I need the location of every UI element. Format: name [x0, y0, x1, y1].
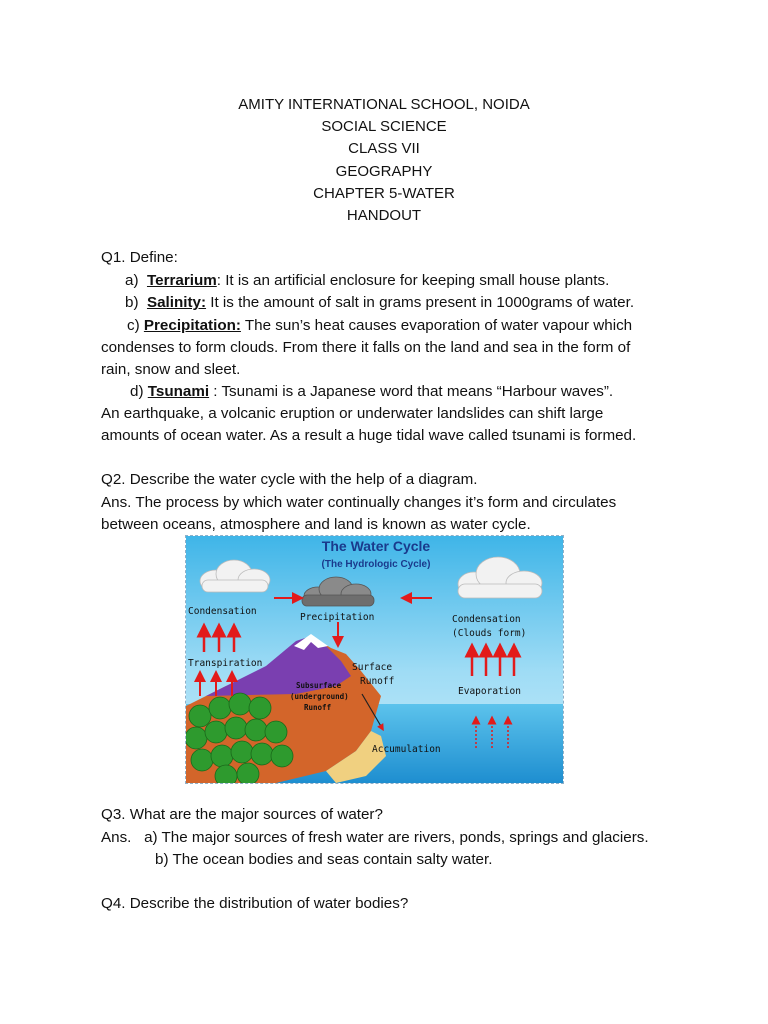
- label-condensation-right: Condensation: [452, 614, 521, 625]
- school-name: AMITY INTERNATIONAL SCHOOL, NOIDA: [238, 96, 530, 113]
- topic-title: GEOGRAPHY: [335, 162, 433, 180]
- label-surface: Surface: [352, 662, 393, 673]
- chapter-title: CHAPTER 5-WATER: [313, 184, 455, 202]
- q1-d-text-line2: An earthquake, a volcanic eruption or underwater landslides can shift large: [101, 405, 604, 422]
- q4-question: Q4. Describe the distribution of water bodies?: [101, 895, 409, 912]
- q1-c-text-line3: rain, snow and sleet.: [101, 361, 241, 378]
- q3-question: Q3. What are the major sources of water?: [101, 806, 383, 823]
- q1-b-marker: b): [125, 294, 139, 311]
- class-title: CLASS VII: [348, 140, 420, 158]
- document-header: [0, 94, 768, 227]
- label-evaporation: Evaporation: [458, 686, 521, 697]
- label-condensation-left: Condensation: [188, 606, 257, 617]
- q3-answer-prefix: Ans.: [101, 829, 132, 846]
- q1-a-marker: a): [125, 272, 139, 289]
- q1-a-text: : It is an artificial enclosure for keeping small house plants.: [216, 272, 610, 289]
- label-clouds-form: (Clouds form): [452, 628, 527, 639]
- q3-answer-a-text: a) The major sources of fresh water are rivers, ponds, springs and glaciers.: [144, 829, 649, 846]
- subject-title: SOCIAL SCIENCE: [321, 118, 447, 136]
- label-transpiration: Transpiration: [188, 658, 263, 669]
- water-cycle-illustration: [186, 536, 563, 783]
- doc-type-title: HANDOUT: [346, 207, 422, 225]
- q3-answer-a: [101, 828, 649, 848]
- term-precipitation: Precipitation:: [143, 317, 241, 334]
- label-runoff: Runoff: [360, 676, 395, 687]
- label-subsurface-runoff: Runoff: [304, 703, 332, 712]
- q3-answer-b: b) The ocean bodies and seas contain salty water.: [155, 851, 493, 868]
- q2-question: Q2. Describe the water cycle with the help of a diagram.: [101, 471, 478, 488]
- label-accumulation: Accumulation: [372, 744, 441, 755]
- q1-b-text: It is the amount of salt in grams present in 1000grams of water.: [206, 294, 635, 311]
- label-subsurface: Subsurface: [296, 681, 342, 690]
- term-salinity: Salinity:: [146, 294, 207, 311]
- q2-answer-line2: between oceans, atmosphere and land is known as water cycle.: [101, 516, 531, 533]
- q1-c-marker: c): [127, 317, 140, 334]
- label-precipitation: Precipitation: [300, 612, 375, 623]
- term-tsunami: Tsunami: [147, 383, 210, 400]
- q1-c-text-line2: condenses to form clouds. From there it falls on the land and sea in the form of: [101, 339, 631, 356]
- label-underground: (underground): [290, 692, 349, 701]
- q1-d-definition: [130, 382, 613, 402]
- term-terrarium: Terrarium: [146, 272, 217, 289]
- q1-c-text-line1: The sun’s heat causes evaporation of water vapour which: [240, 317, 633, 334]
- water-cycle-diagram: [185, 535, 564, 784]
- q1-d-marker: d): [130, 383, 144, 400]
- q1-c-definition: [127, 316, 632, 336]
- q1-b-definition: [125, 293, 634, 313]
- diagram-subtitle: (The Hydrologic Cycle): [321, 559, 431, 570]
- q1-d-text-line3: amounts of ocean water. As a result a huge tidal wave called tsunami is formed.: [101, 427, 637, 444]
- q1-a-definition: [125, 271, 609, 291]
- diagram-title: The Water Cycle: [321, 538, 431, 554]
- q1-question: Q1. Define:: [101, 249, 178, 266]
- q2-answer-line1: Ans. The process by which water continually changes it’s form and circulates: [101, 494, 617, 511]
- q1-d-text-line1: : Tsunami is a Japanese word that means “Harbour waves”.: [209, 383, 614, 400]
